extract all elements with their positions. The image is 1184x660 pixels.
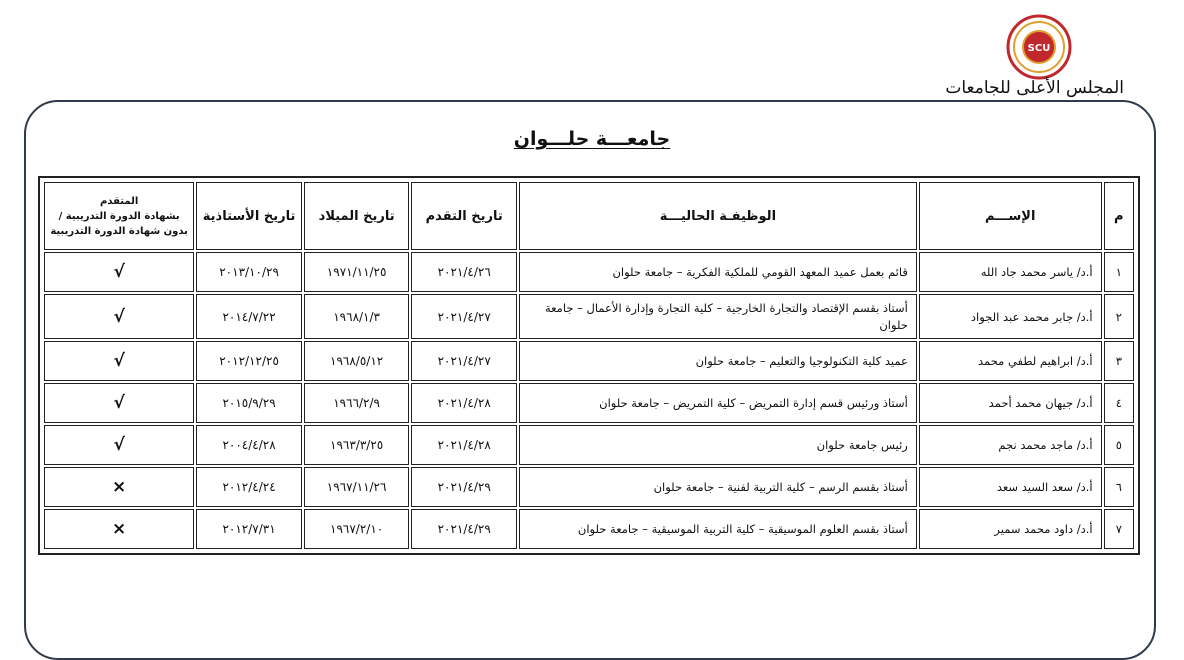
scu-logo-icon — [1006, 14, 1072, 80]
council-name: المجلس الأعلى للجامعات — [945, 78, 1124, 98]
row-index: ٦ — [1104, 467, 1134, 507]
row-applicant-mark: × — [44, 509, 194, 549]
row-application-date: ٢٠٢١/٤/٢٧ — [411, 341, 517, 381]
header-professorship-date: تاريخ الأستاذية — [196, 182, 302, 250]
row-birth-date: ١٩٦٨/١/٣ — [304, 294, 410, 339]
candidates-table-wrapper — [38, 176, 1140, 555]
table-row — [44, 341, 1134, 381]
row-name: أ.د/ سعد السيد سعد — [919, 467, 1102, 507]
row-name: أ.د/ ابراهيم لطفي محمد — [919, 341, 1102, 381]
row-professorship-date: ٢٠١٢/١٢/٢٥ — [196, 341, 302, 381]
row-index: ٤ — [1104, 383, 1134, 423]
row-current-job: أستاذ بقسم الإقتصاد والتجارة الخارجية – كلية التجارة وإدارة الأعمال – جامعة حلوان — [519, 294, 917, 339]
row-application-date: ٢٠٢١/٤/٢٨ — [411, 425, 517, 465]
row-name: أ.د/ داود محمد سمير — [919, 509, 1102, 549]
row-applicant-mark: × — [44, 467, 194, 507]
row-professorship-date: ٢٠١٤/٧/٢٢ — [196, 294, 302, 339]
table-row — [44, 252, 1134, 292]
row-professorship-date: ٢٠٠٤/٤/٢٨ — [196, 425, 302, 465]
header-applicant-line3: بدون شهادة الدورة التدريبية — [50, 225, 188, 237]
header-name: الإســـم — [919, 182, 1102, 250]
university-title: جامعـــة حلـــوان — [513, 128, 671, 150]
row-index: ٣ — [1104, 341, 1134, 381]
row-current-job: أستاذ بقسم الرسم – كلية التربية لفنية – جامعة حلوان — [519, 467, 917, 507]
row-name: أ.د/ جابر محمد عبد الجواد — [919, 294, 1102, 339]
row-current-job: رئيس جامعة حلوان — [519, 425, 917, 465]
row-current-job: أستاذ بقسم العلوم الموسيقية – كلية التربية الموسيقية – جامعة حلوان — [519, 509, 917, 549]
header-application-date: تاريخ التقدم — [411, 182, 517, 250]
row-applicant-mark: √ — [44, 252, 194, 292]
row-birth-date: ١٩٦٨/٥/١٢ — [304, 341, 410, 381]
row-current-job: قائم بعمل عميد المعهد القومي للملكية الفكرية – جامعة حلوان — [519, 252, 917, 292]
table-row — [44, 509, 1134, 549]
header-applicant-line2: بشهادة الدورة التدريبية / — [58, 210, 180, 222]
table-header-row — [44, 182, 1134, 250]
table-row — [44, 467, 1134, 507]
table-row — [44, 425, 1134, 465]
header-current-job: الوظيفـة الحاليـــة — [519, 182, 917, 250]
candidates-table — [42, 180, 1136, 551]
header-applicant-line1: المتقدم — [100, 195, 139, 207]
row-application-date: ٢٠٢١/٤/٢٨ — [411, 383, 517, 423]
row-application-date: ٢٠٢١/٤/٢٦ — [411, 252, 517, 292]
row-applicant-mark: √ — [44, 425, 194, 465]
row-current-job: أستاذ ورئيس قسم إدارة التمريض – كلية التمريض – جامعة حلوان — [519, 383, 917, 423]
row-applicant-mark: √ — [44, 294, 194, 339]
row-birth-date: ١٩٦٧/٢/١٠ — [304, 509, 410, 549]
row-application-date: ٢٠٢١/٤/٢٧ — [411, 294, 517, 339]
row-application-date: ٢٠٢١/٤/٢٩ — [411, 467, 517, 507]
row-applicant-mark: √ — [44, 341, 194, 381]
row-birth-date: ١٩٦٧/١١/٢٦ — [304, 467, 410, 507]
header-birth-date: تاريخ الميلاد — [304, 182, 410, 250]
table-row — [44, 383, 1134, 423]
header-applicant — [44, 182, 194, 250]
row-birth-date: ١٩٦٣/٣/٢٥ — [304, 425, 410, 465]
row-index: ٧ — [1104, 509, 1134, 549]
row-index: ١ — [1104, 252, 1134, 292]
row-professorship-date: ٢٠١٢/٧/٣١ — [196, 509, 302, 549]
header-index: م — [1104, 182, 1134, 250]
row-professorship-date: ٢٠١٣/١٠/٢٩ — [196, 252, 302, 292]
scu-logo-text: SCU — [1027, 43, 1051, 54]
table-row — [44, 294, 1134, 339]
row-name: أ.د/ جيهان محمد أحمد — [919, 383, 1102, 423]
row-birth-date: ١٩٧١/١١/٢٥ — [304, 252, 410, 292]
row-birth-date: ١٩٦٦/٢/٩ — [304, 383, 410, 423]
row-application-date: ٢٠٢١/٤/٢٩ — [411, 509, 517, 549]
council-header — [924, 8, 1124, 98]
row-professorship-date: ٢٠١٥/٩/٢٩ — [196, 383, 302, 423]
row-index: ٥ — [1104, 425, 1134, 465]
row-current-job: عميد كلية التكنولوجيا والتعليم – جامعة حلوان — [519, 341, 917, 381]
row-professorship-date: ٢٠١٢/٤/٢٤ — [196, 467, 302, 507]
row-applicant-mark: √ — [44, 383, 194, 423]
row-index: ٢ — [1104, 294, 1134, 339]
row-name: أ.د/ ماجد محمد نجم — [919, 425, 1102, 465]
row-name: أ.د/ ياسر محمد جاد الله — [919, 252, 1102, 292]
